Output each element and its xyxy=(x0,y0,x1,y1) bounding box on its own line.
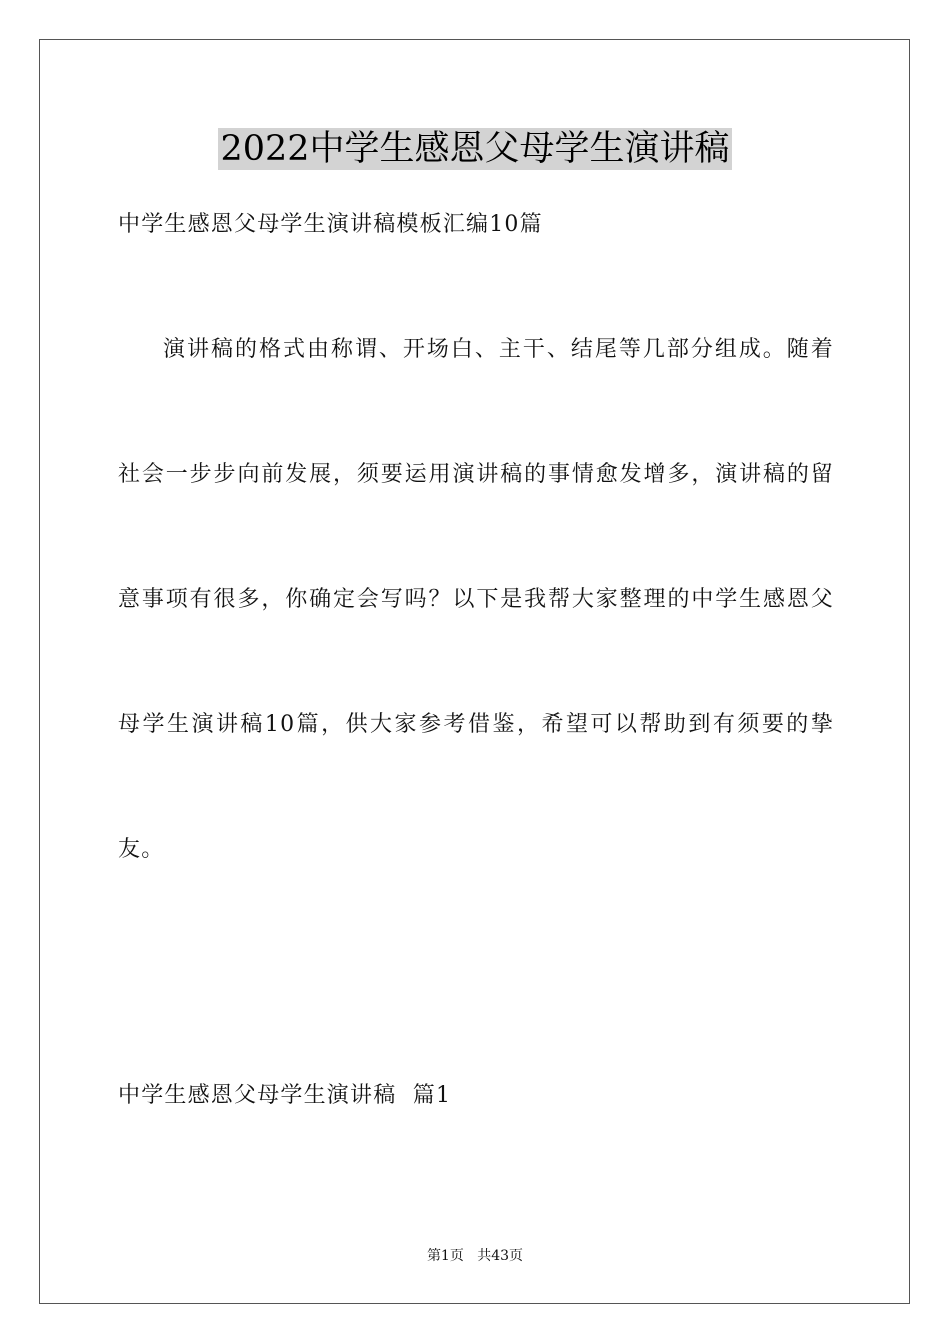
section-heading: 中学生感恩父母学生演讲稿 篇1 xyxy=(118,1083,452,1108)
intro-line-4: 母学生演讲稿10篇，供大家参考借鉴，希望可以帮助到有须要的挚 xyxy=(118,712,834,737)
page-total: 共43页 xyxy=(477,1248,524,1264)
intro-line-3: 意事项有很多，你确定会写吗？以下是我帮大家整理的中学生感恩父 xyxy=(118,587,834,612)
page-number: 第1页 xyxy=(426,1248,464,1264)
intro-line-1: 演讲稿的格式由称谓、开场白、主干、结尾等几部分组成。随着 xyxy=(163,337,834,362)
title-block xyxy=(0,128,950,170)
page-footer xyxy=(0,1247,950,1265)
intro-line-5: 友。 xyxy=(118,837,165,862)
document-subtitle: 中学生感恩父母学生演讲稿模板汇编10篇 xyxy=(118,212,543,237)
document-title: 2022中学生感恩父母学生演讲稿 xyxy=(220,129,730,169)
intro-line-2: 社会一步步向前发展，须要运用演讲稿的事情愈发增多，演讲稿的留 xyxy=(118,462,834,487)
